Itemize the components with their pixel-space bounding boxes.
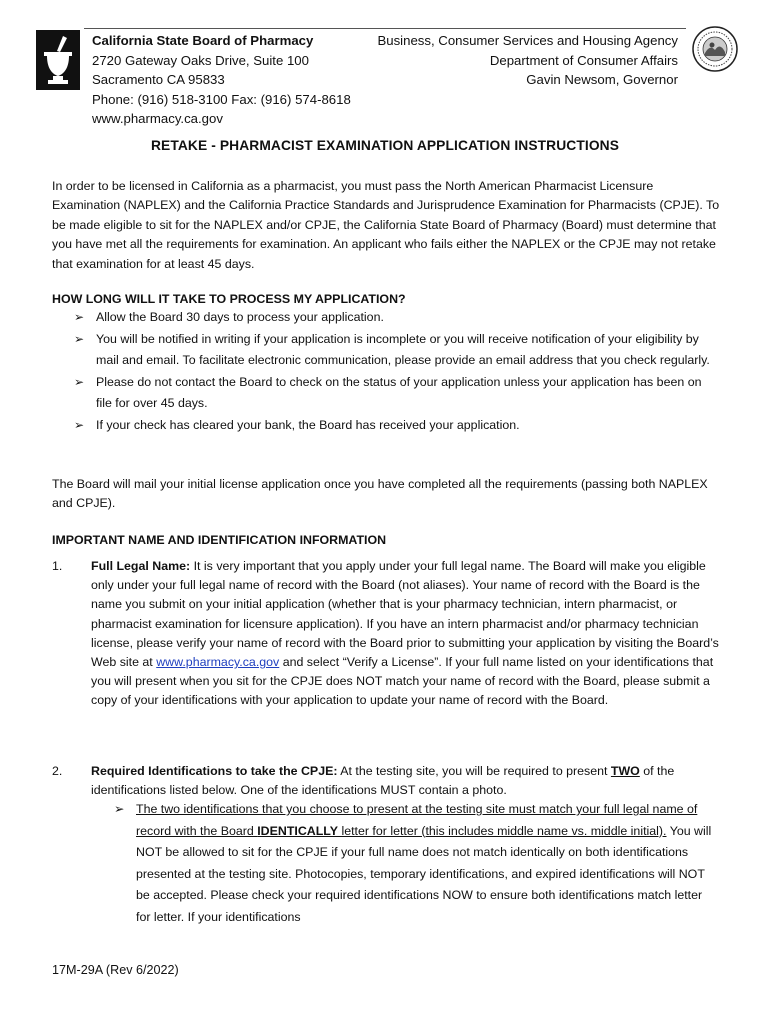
item-body: Required Identifications to take the CPJE: At the testing site, you will be required to present TWO of the identifications listed below. One of the identifications MUST contain a photo. <box>91 764 675 798</box>
process-bullet-list <box>74 307 720 437</box>
intro-paragraph: In order to be licensed in California as a pharmacist, you must pass the North American Pharmacist Licensure Examination (NAPLEX) and the California Practice Standards and Jurisprudence Examination for Pharmacists (CPJE). To be made eligible to sit for the NAPLEX and/or CPJE, the California State Board of Pharmacy (Board) must determine that you have met all the requirements for examination. An applicant who fails either the NAPLEX or the CPJE may not retake that examination for at least 45 days. <box>52 179 720 271</box>
item-label: Required Identifications to take the CPJE: <box>91 764 338 778</box>
board-address-block <box>92 31 351 129</box>
department-name: Department of Consumer Affairs <box>489 52 678 68</box>
header-rule <box>84 28 686 29</box>
arrow-bullet-icon: ➢ <box>74 374 85 389</box>
list-item: ➢ Allow the Board 30 days to process your application. <box>74 307 720 329</box>
item-number: 1. <box>52 559 63 573</box>
numbered-item-required-ids <box>52 762 720 800</box>
important-heading: IMPORTANT NAME AND IDENTIFICATION INFORMATION <box>52 533 387 547</box>
item-body: Full Legal Name: It is very important that you apply under your full legal name. The Board will make you eligible only under your full legal name of record with the Board (not aliases). Your name of record with the Board is the name you submit on your initial application (whether that is your pharmacy technician, intern pharmacist, or pharmacist examination for licensure application). If you have an intern pharmacist and/or pharmacy technician license, please verify your name of record with the Board prior to submitting your application by visiting the Board’s Web site at www.pharmacy.ca.gov and select “Verify a License”. If your full name listed on your identifications that you will present when you sit for the CPJE does NOT match your name of record with the Board, please submit a copy of your identifications with your application to update your name of record with the Board. <box>91 559 719 708</box>
list-item: ➢ Please do not contact the Board to check on the status of your application unless your application has been on file for over 45 days. <box>74 372 720 415</box>
mortar-pestle-logo <box>36 30 80 90</box>
arrow-bullet-icon: ➢ <box>114 802 125 816</box>
board-name: California State Board of Pharmacy <box>92 33 314 48</box>
arrow-bullet-icon: ➢ <box>74 331 85 346</box>
bullet-text: The two identifications that you choose to present at the testing site must match your full legal name of record with the Board IDENTICALLY letter for letter (this includes middle name vs. middle initial). You will NOT be allowed to sit for the CPJE if your full name does not match identically on both identifications presented at the testing site. Photocopies, temporary identifications, and expired identifications will NOT be accepted. Please check your required identifications NOW to ensure both identifications match letter for letter. If your identifications <box>136 802 712 924</box>
item-label: Full Legal Name: <box>91 559 191 573</box>
state-seal-logo <box>692 26 738 72</box>
arrow-bullet-icon: ➢ <box>74 310 85 324</box>
process-heading: HOW LONG WILL IT TAKE TO PROCESS MY APPLICATION? <box>52 292 406 306</box>
website: www.pharmacy.ca.gov <box>92 111 223 126</box>
list-item: ➢ If your check has cleared your bank, the Board has received your application. <box>74 415 720 437</box>
form-number-footer: 17M-29A (Rev 6/2022) <box>52 963 179 977</box>
address-line-2: Sacramento CA 95833 <box>92 72 225 87</box>
address-line-1: 2720 Gateway Oaks Drive, Suite 100 <box>92 52 309 68</box>
agency-block <box>377 31 678 90</box>
id-requirement-bullet <box>114 799 720 929</box>
agency-name: Business, Consumer Services and Housing Agency <box>377 33 678 48</box>
phone-fax: Phone: (916) 518-3100 Fax: (916) 574-8618 <box>92 91 351 107</box>
mail-note-paragraph: The Board will mail your initial license application once you have completed all the requirements (passing both NAPLEX and CPJE). <box>52 477 708 511</box>
governor-name: Gavin Newsom, Governor <box>526 72 678 87</box>
arrow-bullet-icon: ➢ <box>74 417 85 432</box>
item-number: 2. <box>52 764 63 778</box>
list-item: ➢ You will be notified in writing if your application is incomplete or you will receive notification of your eligibility by mail and email. To facilitate electronic communication, please provide an email address that you check regularly. <box>74 329 720 372</box>
pharmacy-website-link[interactable]: www.pharmacy.ca.gov <box>156 655 280 670</box>
emphasis-identically: IDENTICALLY <box>257 823 338 838</box>
numbered-item-full-legal-name <box>52 557 720 711</box>
emphasis-two: TWO <box>610 764 640 778</box>
page-title: RETAKE - PHARMACIST EXAMINATION APPLICATION INSTRUCTIONS <box>150 138 620 153</box>
